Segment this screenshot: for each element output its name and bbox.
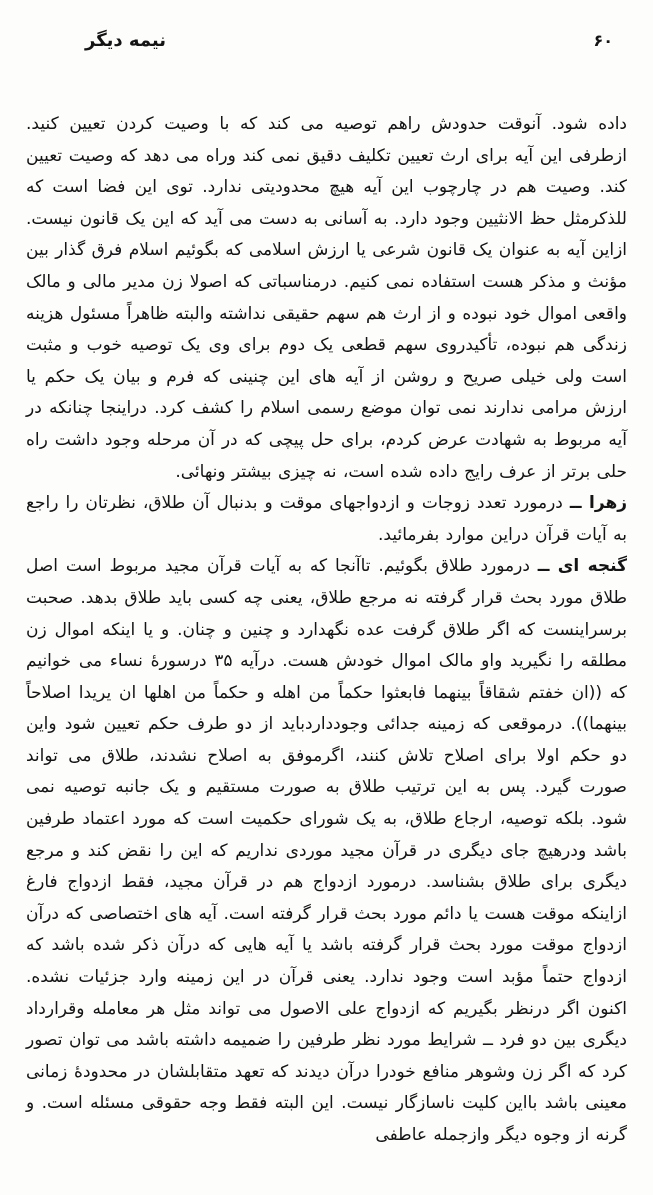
page-number: ۶۰ [593,31,613,50]
journal-title: نیمه دیگر [85,30,167,51]
paragraph-text: درمورد تعدد زوجات و ازدواجهای موقت و بدنبال آن طلاق، نظرتان را راجع به آیات قرآن دراین موارد بفرمائید. [26,493,627,545]
page-header [0,0,653,51]
text-body [0,109,653,1152]
paragraph-continuation [26,109,627,488]
paragraph-text: داده شود. آنوقت حدودش راهم توصیه می کند که با وصیت کردن تعیین کنید. ازطرفی این آیه برای ارث تعیین تکلیف دقیق نمی کند وراه می دهد که وصیت تعیین کند. وصیت هم در چارچوب این آیه هیچ محدودیتی ندارد. توی این فضا است که للذکرمثل حظ الانثیین وجود دارد. به آسانی به دست می آید که این یک قانون نیست. ازاین آیه به عنوان یک قانون شرعی یا ارزش اسلامی که بگوئیم اسلام فرق گذار بین مؤنث و مذکر هست استفاده نمی کنیم. درمناسباتی که اصولا زن مدیر مالی و مالک واقعی اموال خود نبوده و از ارث هم سهم حقیقی نداشته والبته ظاهراً مسئول هزینه زندگی هم نبوده، تأکیدروی سهم قطعی یک دوم برای وی یک توصیه خوب و مثبت است ولی خیلی صریح و روشن از آیه های این چنینی که فرم و بیان یک حکم یا ارزش مرامی ندارند نمی توان موضع رسمی اسلام را کشف کرد. دراینجا چنانکه در آیه مربوط به شهادت عرض کردم، برای حل پیچی که در آن مرحله وجود داشت راه حلی برتر از عرف رایج داده شده است، نه چیزی بیشتر ونهائی. [26,114,627,482]
paragraph-answer-ganjehei [26,551,627,1151]
paragraph-question-zahra [26,488,627,551]
speaker-name: زهرا ــ [569,493,628,514]
speaker-name: گنجه ای ــ [537,556,627,577]
paragraph-text: درمورد طلاق بگوئیم. تاآنجا که به آیات قرآن مجید مربوط است اصل طلاق مورد بحث قرار گرفته نه مرجع طلاق، یعنی چه کسی باید طلاق بدهد. صحبت برسراینست که اگر طلاق گرفت عده نگهدارد و چنین و چنان. و یا اینکه اموال زن مطلقه را نگیرید واو مالک اموال خودش هست. درآیه ۳۵ درسورهٔ نساء می خوانیم که ((ان خفتم شقاقاً بینهما فابعثوا حکماً من اهله و حکماً من اهلها ان یریدا اصلاحاً بینهما)). درموقعی که زمینه جدائی وجودداردباید از دو طرف حکم تعیین شود واین دو حکم اولا برای اصلاح تلاش کنند، اگرموفق به اصلاح نشدند، طلاق می تواند صورت گیرد. پس به این ترتیب طلاق به صورت مستقیم و یک جانبه توصیه نمی شود. بلکه توصیه، ارجاع طلاق، به یک شورای حکمیت است که مورد اعتماد طرفین باشد ودرهیچ جای دیگری در قرآن مجید موردی نداریم که این را نقض کند و مرجع دیگری برای طلاق بشناسد. درمورد ازدواج هم در قرآن مجید، فقط ازدواج فارغ ازاینکه موقت هست یا دائم مورد بحث قرار گرفته است. آیه های اختصاصی که درآن ازدواج موقت مورد بحث قرار گرفته باشد یا آیه هایی که درآن ذکر شده باشد که ازدواج حتماً مؤبد است وجود ندارد. یعنی قرآن در این زمینه وارد جزئیات نشده. اکنون اگر درنظر بگیریم که ازدواج علی الاصول می تواند مثل هر معامله وقرارداد دیگری بین دو فرد ــ شرایط مورد نظر طرفین را ضمیمه داشته باشد می توان تصور کرد که اگر زن وشوهر منافع خودرا درآن دیدند که تعهد متقابلشان در محدودهٔ زمانی معینی باشد بااین کلیت ناسازگار نیست. این البته فقط وجه حقوقی مسئله است. و گرنه از وجوه دیگر وازجمله عاطفی [26,556,627,1145]
